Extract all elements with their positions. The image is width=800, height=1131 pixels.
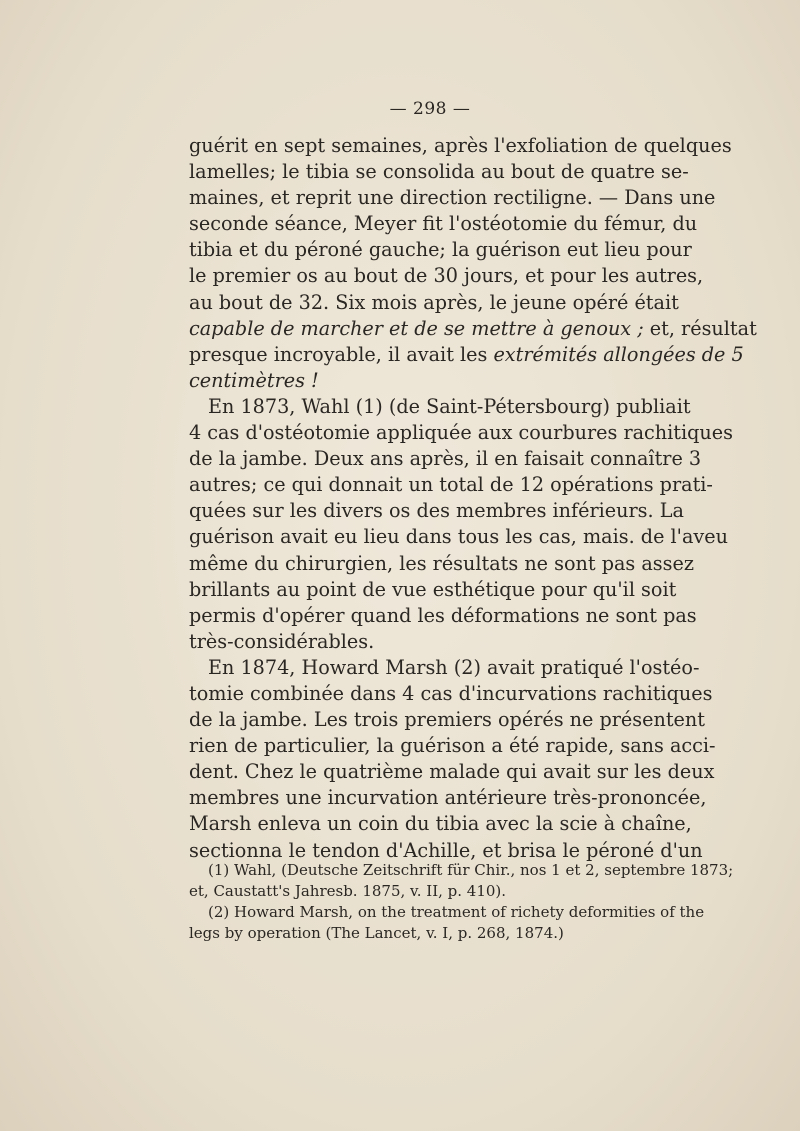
paragraph-start: En 1874, Howard Marsh (2) avait pratiqué l'ostéo- [208, 655, 700, 679]
text-line: au bout de 32. Six mois après, le jeune opéré était [189, 290, 679, 314]
text-line: même du chirurgien, les résultats ne sont pas assez [189, 551, 694, 575]
paragraph-start: En 1873, Wahl (1) (de Saint-Pétersbourg) publiait [208, 394, 691, 418]
italic-phrase: capable de marcher et de se mettre à genoux ; [189, 316, 644, 340]
text-line [189, 316, 757, 342]
text-line: brillants au point de vue esthétique pour qu'il soit [189, 577, 677, 601]
text-line: 4 cas d'ostéotomie appliquée aux courbures rachitiques [189, 421, 733, 445]
text-line: Marsh enleva un coin du tibia avec la scie à chaîne, [189, 812, 692, 836]
text-line: quées sur les divers os des membres inférieurs. La [189, 499, 684, 523]
italic-phrase: centimètres ! [189, 368, 319, 392]
text-line: guérison avait eu lieu dans tous les cas, mais. de l'aveu [189, 525, 728, 549]
text-line: sectionna le tendon d'Achille, et brisa le péroné d'un [189, 838, 703, 862]
footnote-2-cont: legs by operation (The Lancet, v. I, p. 268, 1874.) [189, 924, 564, 942]
italic-phrase: extrémités allongées de 5 [493, 342, 744, 366]
text-line: tibia et du péroné gauche; la guérison eut lieu pour [189, 238, 692, 262]
text-line: permis d'opérer quand les déformations ne sont pas [189, 603, 697, 627]
text-line: autres; ce qui donnait un total de 12 opérations prati- [189, 473, 713, 497]
text-line: de la jambe. Deux ans après, il en faisait connaître 3 [189, 447, 702, 471]
text-line: tomie combinée dans 4 cas d'incurvations rachitiques [189, 681, 713, 705]
body-text [189, 133, 757, 864]
page-number: — 298 — [389, 99, 471, 119]
text-line: seconde séance, Meyer fit l'ostéotomie du fémur, du [189, 212, 698, 236]
footnote-1-cont: et, Caustatt's Jahresb. 1875, v. II, p. 410). [189, 882, 507, 900]
footnote-2: (2) Howard Marsh, on the treatment of richety deformities of the [208, 903, 705, 921]
text-line: très-considérables. [189, 629, 375, 653]
text-run: et, résultat [643, 316, 757, 340]
text-line [189, 368, 669, 394]
footnote-1: (1) Wahl, (Deutsche Zeitschrift für Chir., nos 1 et 2, septembre 1873; [208, 861, 734, 879]
text-line: guérit en sept semaines, après l'exfoliation de quelques [189, 134, 732, 157]
footnotes [189, 860, 734, 944]
text-line [189, 342, 744, 368]
text-line: rien de particulier, la guérison a été rapide, sans acci- [189, 734, 716, 758]
text-line: de la jambe. Les trois premiers opérés ne présentent [189, 708, 705, 732]
text-line: le premier os au bout de 30 jours, et pour les autres, [189, 264, 704, 288]
text-run: presque incroyable, il avait les [189, 342, 494, 366]
text-line: dent. Chez le quatrième malade qui avait sur les deux [189, 760, 715, 784]
text-line: maines, et reprit une direction rectiligne. — Dans une [189, 186, 716, 210]
text-line: lamelles; le tibia se consolida au bout de quatre se- [189, 160, 689, 184]
text-line: membres une incurvation antérieure très-prononcée, [189, 786, 707, 810]
